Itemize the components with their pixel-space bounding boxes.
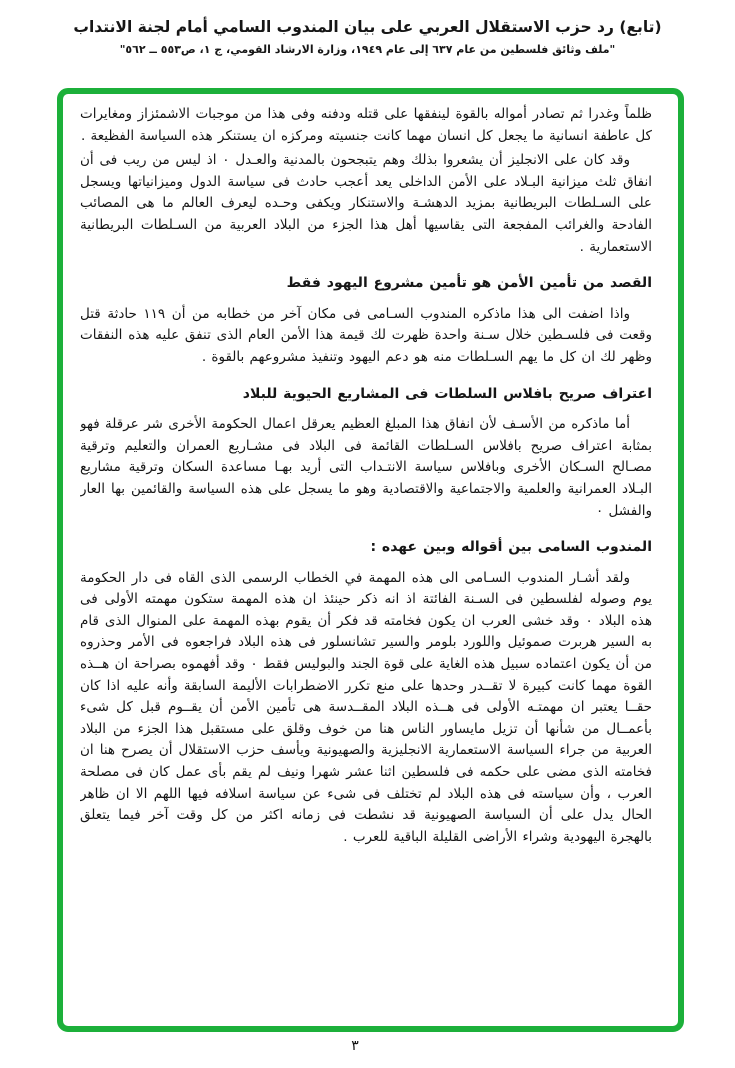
document-body: [80, 104, 652, 1022]
page-number: ٣: [351, 1038, 359, 1054]
section-heading-security-for-jewish-project: القصد من تأمين الأمن هو تأمين مشروع اليهود فقط: [286, 275, 652, 292]
paragraph-4: أما ماذكره من الأسـف لأن انفاق هذا المبلغ العظيم يعرقل اعمال الحكومة الأخرى شر عرقلة فهو بمثابة اعتراف صريح بافلاس السـلطات القائمة فى البلاد فى مشـاريع العمران والتعليم وترقية مصـالح السـكان الأخرى وبافلاس سياسة الانتـداب التى أريد بهـا مساعدة السكان وترقية مشاريع البـلاد العمرانية والعلمية والاجتماعية والاقتصادية وهو ما يسجل على هذه السياسة والقائمين بها العار والفشل ٠: [80, 416, 652, 519]
paragraph-5: ولقد أشـار المندوب السـامى الى هذه المهمة في الخطاب الرسمى الذى القاه فى دار الحكومة يوم وصوله لفلسطين فى السـنة الفائتة اذ انه ذكر حينئذ ان هذه المهمة ستكون مهمته الأولى فى هذه البلاد ٠ وقد خشى العرب ان يكون فخامته قد فكر أن يقوم بهذه المهمة على المنوال الذى قام به السير هربرت صموئيل واللورد بلومر والسير تشانسلور فى هذه البلاد فراجعوه فى الأمر وحذروه من أن يكون اعتماده سبيل هذه الغاية على قوة الجند والبوليس فقط ٠ وقد أفهموه بصراحة ان هــذه القوة مهما كانت كبيرة لا تقــدر وحدها على منع تكرر الاضطرابات الأليمة السابقة وأنه عليه اذا كان حقــا يعتبر ان مهمتـه الأولى فى هــذه البلاد المقــدسة هى تأمين الأمن أن يقــوم قبل كل شىء بأعمــال من شأنها أن تزيل مايساور الناس هنا من خوف وقلق على مستقبل هذا الجزء من البلاد العربية من جراء السياسة الاستعمارية الانجليزية والصهيونية ويأسف حزب الاستقلال أن يصرح هنا ان فخامته الذى مضى على حكمه فى فلسطين اثنا عشر شهرا ونيف لم يقم بأى عمل كان فى مصلحة العرب ، وأن سياسته فى هذه البلاد لم تختلف فى شىء عن سياسة اسلافه فيها اللهم الا ان ظاهر الحال يدل على أن السياسة الصهيونية قد نشطت فى زمانه اكثر من كل وقت آخر فيما يتعلق بالهجرة اليهودية وشراء الأراضى القليلة الباقية للعرب .: [80, 569, 652, 845]
paragraph-2: وقد كان على الانجليز أن يشعروا بذلك وهم يتبجحون بالمدنية والعـدل ٠ اذ ليس من ريب فى أن انفاق ثلث ميزانية البـلاد على الأمن الداخلى يعد أعجب حادث فى سياسة الدول وميزانياتها ويسجل على السـلطات البريطانية بمزيد الدهشـة والاستنكار ويكفى وحـده ليعرف العالم ما هى المصائب الفادحة والغرائب المفجعة التى يقاسيها أهل هذا الجزء من البلاد العربية من السـلطات البريطانية الاستعمارية .: [80, 152, 652, 255]
paragraph-3: واذا اضفت الى هذا ماذكره المندوب السـامى فى مكان آخر من خطابه من أن ١١٩ حادثة قتل وقعت فى فلسـطين خلال سـنة واحدة ظهرت لك قيمة هذا الأمن العام الذى تنفق عليه هذه النفقات وظهر لك ان كل ما يهم السـلطات منه هو دعم اليهود وتنفيذ مشروعهم بالقوة .: [80, 305, 652, 365]
content-frame-border: [57, 88, 684, 1032]
document-title: (تابع) رد حزب الاستقلال العربي على بيان المندوب السامي أمام لجنة الانتداب: [73, 18, 662, 36]
document-source-citation: "ملف وثائق فلسطين من عام ٦٣٧ إلى عام ١٩٤٩، وزارة الارشاد القومي، ج ١، ص٥٥٣ ــ ٥٦٢": [119, 43, 616, 56]
paragraph-1: ظلماً وغدرا ثم تصادر أمواله بالقوة لينفقها على قتله ودفنه وفى هذا من موجبات الاشمئزاز ومغايرات كل عاطفة انسانية ما يجعل كل انسان مهما كانت جنسيته ومركزه ان يستنكر هذه السياسة الفظيعة .: [80, 106, 652, 144]
section-heading-admission-of-bankruptcy: اعتراف صريح بافلاس السلطات فى المشاريع الحيوية للبلاد: [242, 385, 652, 402]
document-header: [0, 18, 735, 56]
section-heading-high-commissioner-words-vs-pledge: المندوب السامى بين أقواله وبين عهده :: [370, 539, 652, 556]
